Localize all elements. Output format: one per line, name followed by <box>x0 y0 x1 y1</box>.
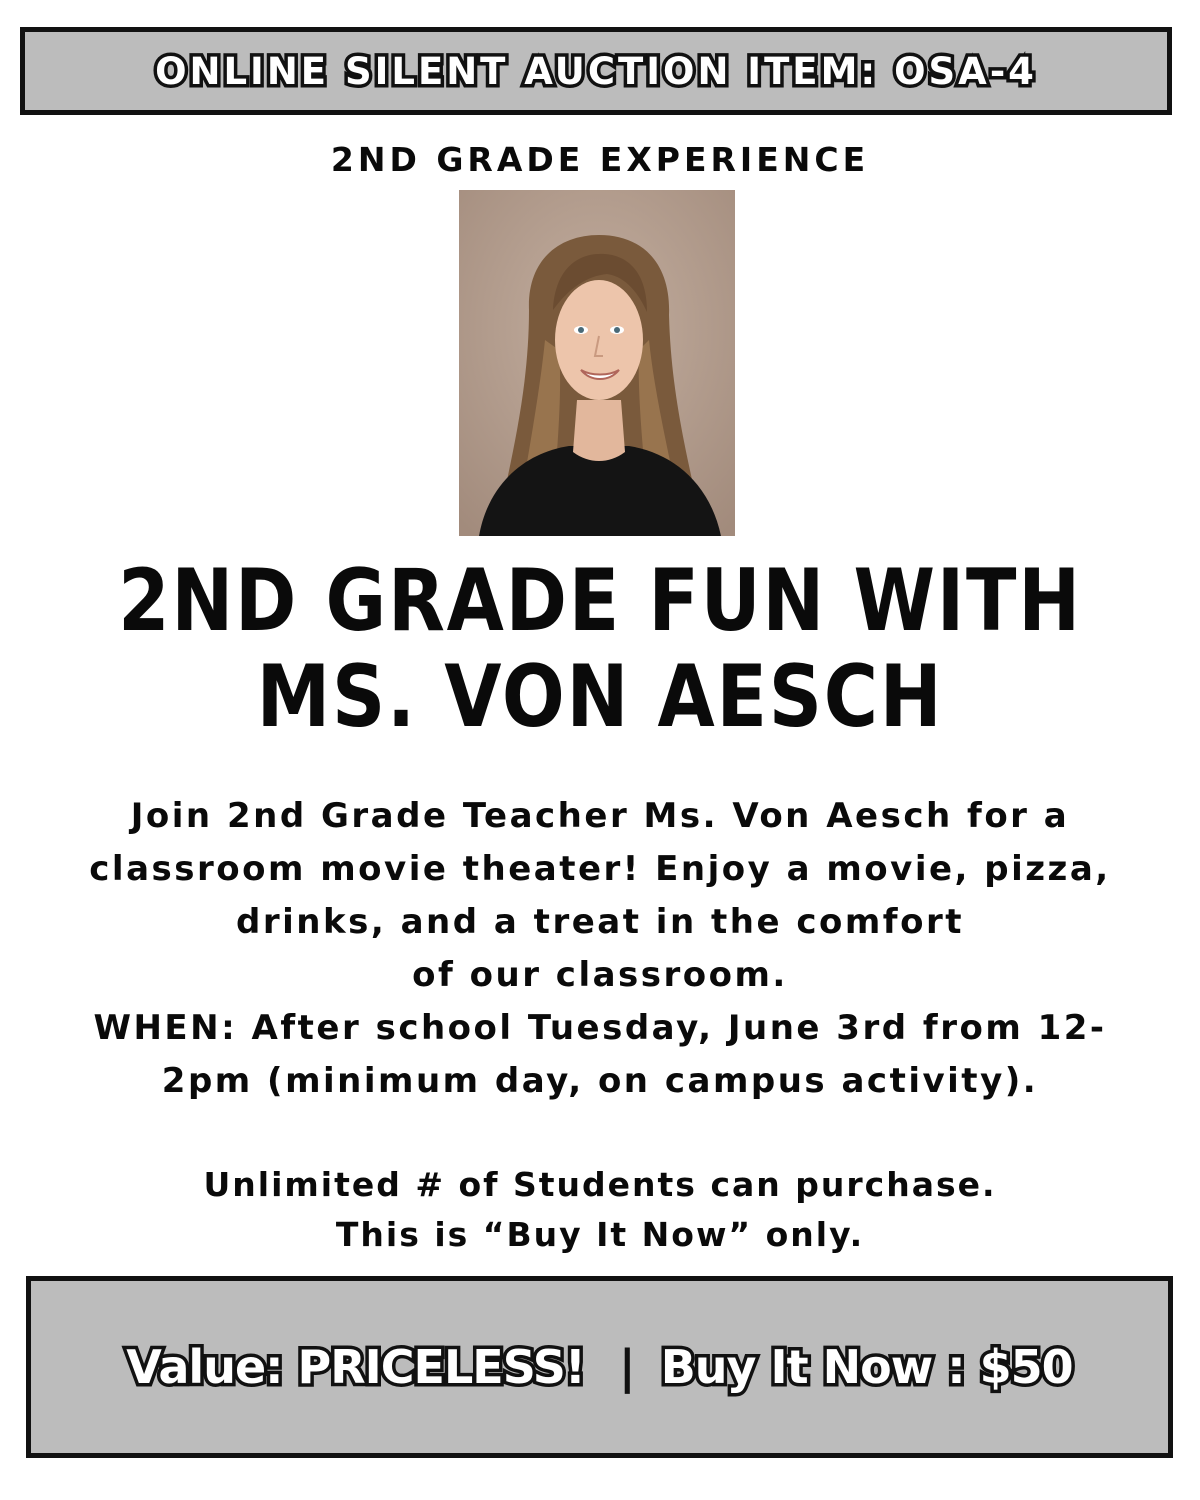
experience-description <box>40 790 1160 1108</box>
when-line-1 <box>40 1002 1160 1055</box>
description-line-1: Join 2nd Grade Teacher Ms. Von Aesch for a <box>130 796 1070 836</box>
buy-it-now-price: Buy It Now : $50 <box>660 1340 1073 1394</box>
experience-title <box>84 553 1116 745</box>
notes-line-2: This is “Buy It Now” only. <box>335 1215 865 1254</box>
when-text-1: After school Tuesday, June 3rd from 12- <box>237 1008 1107 1048</box>
when-label: WHEN: <box>93 1008 238 1048</box>
portrait-image <box>459 190 735 536</box>
price-banner <box>26 1276 1173 1458</box>
description-line-3: drinks, and a treat in the comfort <box>236 902 964 942</box>
title-line-2: MS. VON AESCH <box>256 647 944 747</box>
notes-line-1: Unlimited # of Students can purchase. <box>203 1165 997 1204</box>
description-line-4: of our classroom. <box>412 955 788 995</box>
teacher-portrait <box>459 190 735 536</box>
auction-item-banner <box>20 27 1172 115</box>
value-label: Value: PRICELESS! <box>126 1340 585 1394</box>
title-line-1: 2ND GRADE FUN WITH <box>118 551 1082 651</box>
when-line-2: 2pm (minimum day, on campus activity). <box>161 1061 1039 1101</box>
auction-item-label: ONLINE SILENT AUCTION ITEM: OSA-4 <box>155 49 1037 93</box>
price-separator: | <box>618 1340 635 1394</box>
description-line-2: classroom movie theater! Enjoy a movie, pizza, <box>89 849 1111 889</box>
purchase-notes <box>0 1160 1200 1260</box>
experience-subheading: 2ND GRADE EXPERIENCE <box>330 140 870 179</box>
